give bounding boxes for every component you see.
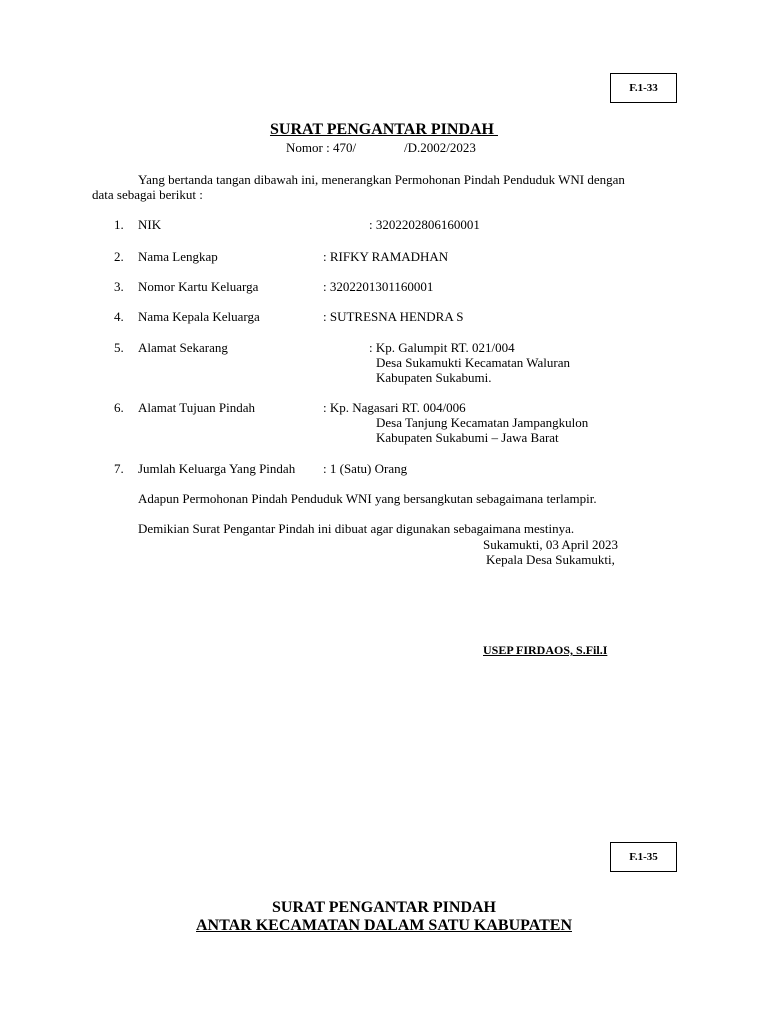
form-code-box: [610, 842, 677, 872]
item-label-head-of-family: Nama Kepala Keluarga: [138, 309, 260, 324]
form-code-box: [610, 73, 677, 103]
item-label-full-name: Nama Lengkap: [138, 249, 218, 264]
item-value-current-address: : Kp. Galumpit RT. 021/004: [369, 340, 515, 355]
item-value-full-name: : RIFKY RAMADHAN: [323, 249, 449, 264]
item-value-family-card: : 3202201301160001: [323, 279, 434, 294]
item-number: 6.: [114, 400, 124, 415]
item-value-family-count: : 1 (Satu) Orang: [323, 461, 408, 476]
letter-subtitle: ANTAR KECAMATAN DALAM SATU KABUPATEN: [196, 917, 572, 934]
item-value-destination-address: : Kp. Nagasari RT. 004/006: [323, 400, 466, 415]
item-label-nik: NIK: [138, 217, 162, 232]
item-number: 7.: [114, 461, 124, 476]
letter-title: SURAT PENGANTAR PINDAH: [269, 121, 498, 138]
item-label-family-count: Jumlah Keluarga Yang Pindah: [138, 461, 296, 476]
place-date: Sukamukti, 03 April 2023: [483, 537, 619, 552]
letter-title: SURAT PENGANTAR PINDAH: [271, 899, 496, 916]
item-number: 5.: [114, 340, 124, 355]
item-value-head-of-family: : SUTRESNA HENDRA S: [323, 309, 464, 324]
signer-name: USEP FIRDAOS, S.Fil.I: [483, 643, 608, 657]
item-label-destination-address: Alamat Tujuan Pindah: [138, 400, 256, 415]
item-number: 3.: [114, 279, 124, 294]
paragraph-attached: Adapun Permohonan Pindah Penduduk WNI yang bersangkutan sebagaimana terlampir.: [138, 491, 597, 506]
signer-title: Kepala Desa Sukamukti,: [486, 552, 615, 567]
item-value-current-address-line3: Kabupaten Sukabumi.: [376, 370, 492, 385]
form-code: F.1-33: [629, 82, 658, 94]
item-label-current-address: Alamat Sekarang: [138, 340, 228, 355]
item-value-destination-address-line3: Kabupaten Sukabumi – Jawa Barat: [376, 430, 559, 445]
item-value-destination-address-line2: Desa Tanjung Kecamatan Jampangkulon: [376, 415, 589, 430]
item-number: 2.: [114, 249, 124, 264]
form-code: F.1-35: [629, 851, 658, 863]
letter-number-suffix: /D.2002/2023: [404, 140, 476, 155]
letter-number-prefix: Nomor : 470/: [286, 140, 357, 155]
intro-line-2: data sebagai berikut :: [92, 187, 203, 202]
item-number: 1.: [114, 217, 124, 232]
item-number: 4.: [114, 309, 124, 324]
item-label-family-card: Nomor Kartu Keluarga: [138, 279, 259, 294]
paragraph-closing: Demikian Surat Pengantar Pindah ini dibuat agar digunakan sebagaimana mestinya.: [138, 521, 575, 536]
item-value-current-address-line2: Desa Sukamukti Kecamatan Waluran: [376, 355, 571, 370]
item-value-nik: : 3202202806160001: [369, 217, 480, 232]
intro-line-1: Yang bertanda tangan dibawah ini, menerangkan Permohonan Pindah Penduduk WNI dengan: [138, 172, 625, 187]
